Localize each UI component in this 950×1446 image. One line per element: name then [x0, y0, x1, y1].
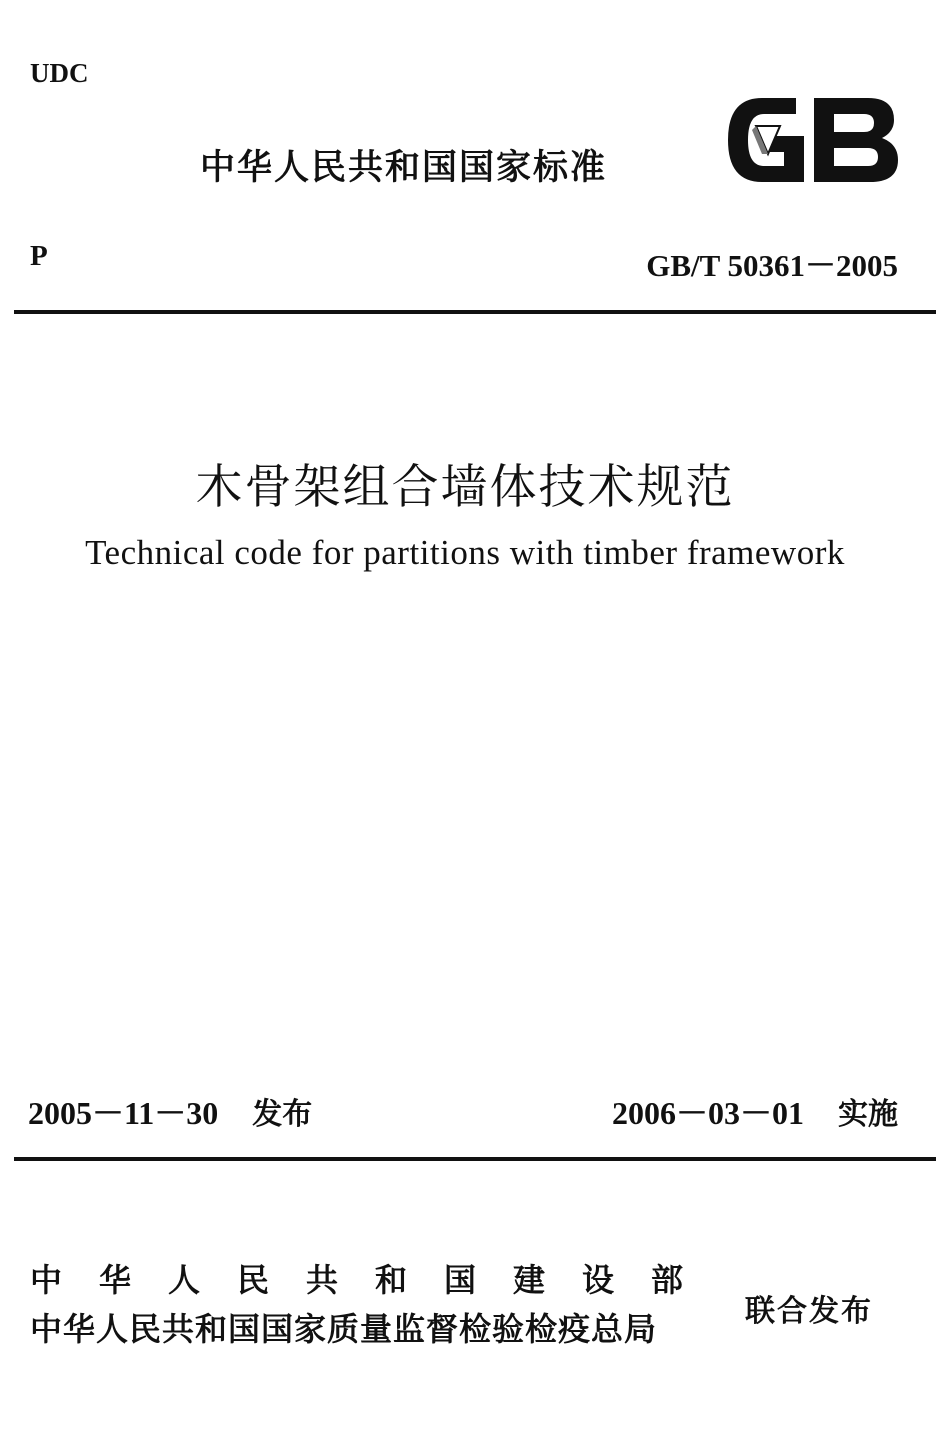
bottom-divider	[14, 1157, 936, 1161]
effective-date-block	[612, 1088, 898, 1134]
joint-issue-label: 联合发布	[745, 1294, 873, 1329]
udc-label: UDC	[30, 58, 89, 88]
issuer-aqsiq: 中华人民共和国国家质量监督检验检疫总局	[30, 1310, 658, 1348]
standard-number: GB/T 50361－2005	[646, 248, 898, 283]
effective-date: 2006－03－01	[611, 1095, 804, 1131]
title-chinese: 木骨架组合墙体技术规范	[195, 460, 735, 515]
top-divider	[14, 310, 936, 314]
category-code: P	[30, 240, 48, 272]
issue-date: 2005－11－30	[28, 1095, 219, 1131]
gb-logo-icon	[722, 92, 902, 188]
title-english: Technical code for partitions with timber framework	[85, 533, 845, 572]
national-standard-heading: 中华人民共和国国家标准	[200, 148, 608, 188]
issuer-ministry: 中华人民共和国建设部	[30, 1261, 721, 1299]
issue-label: 发布	[252, 1097, 313, 1132]
effective-label: 实施	[838, 1097, 898, 1132]
issue-date-block	[28, 1088, 312, 1134]
